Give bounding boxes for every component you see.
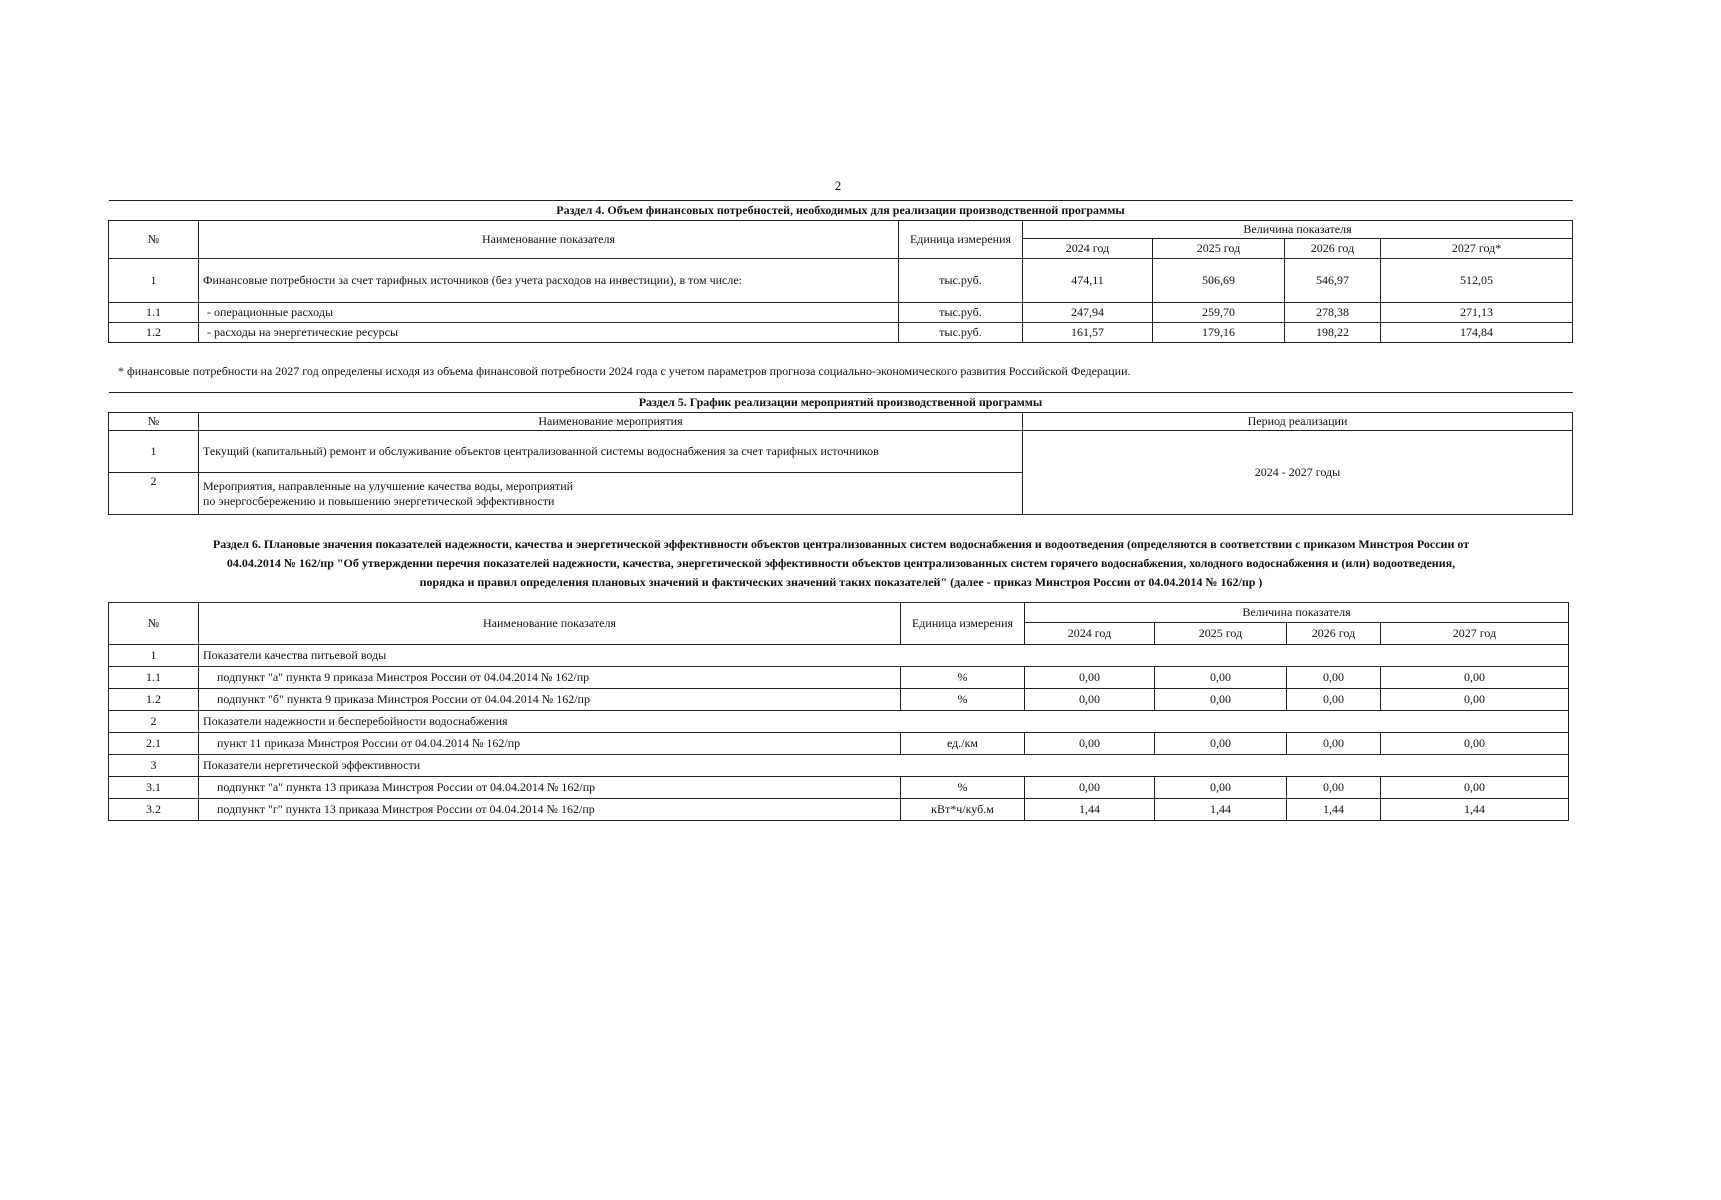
row-name: - расходы на энергетические ресурсы [199,323,899,343]
row-value: 0,00 [1155,777,1287,799]
row-value: 474,11 [1023,259,1153,303]
section5-table [108,392,1573,515]
row-num: 1.2 [109,689,199,711]
row-value: 546,97 [1285,259,1381,303]
row-name-line: по энергосбережению и повышению энергетической эффективности [203,493,555,508]
table-row [109,799,1569,821]
row-name [199,473,1023,515]
row-value: 278,38 [1285,303,1381,323]
header-num: № [109,221,199,259]
header-unit: Единица измерения [899,221,1023,259]
row-num: 2 [109,711,199,733]
section6-table [108,602,1569,821]
header-period: Период реализации [1023,413,1573,431]
row-name-line: Мероприятия, направленные на улучшение качества воды, мероприятий [203,478,574,493]
table-row [109,323,1573,343]
row-value: 1,44 [1155,799,1287,821]
row-num: 3.2 [109,799,199,821]
section6-block [108,602,1568,821]
header-year: 2027 год [1381,623,1569,645]
row-unit: % [901,777,1025,799]
row-value: 0,00 [1155,689,1287,711]
table-row [109,711,1569,733]
group-name: Показатели нергетической эффективности [199,755,1569,777]
row-value: 1,44 [1025,799,1155,821]
section6-title [110,535,1572,592]
header-name: Наименование мероприятия [199,413,1023,431]
row-unit: ед./км [901,733,1025,755]
group-name: Показатели надежности и бесперебойности водоснабжения [199,711,1569,733]
table-row [109,259,1573,303]
row-num: 1 [109,259,199,303]
table-row [109,431,1573,473]
table-row [109,303,1573,323]
header-year: 2024 год [1025,623,1155,645]
header-value-group: Величина показателя [1023,221,1573,239]
section4-block [108,200,1572,343]
row-name: подпункт "а" пункта 9 приказа Минстроя России от 04.04.2014 № 162/пр [199,667,901,689]
table-row [109,777,1569,799]
header-unit: Единица измерения [901,603,1025,645]
table-row [109,645,1569,667]
header-year: 2026 год [1287,623,1381,645]
row-value: 0,00 [1025,733,1155,755]
header-name: Наименование показателя [199,603,901,645]
section4-table [108,200,1573,343]
section5-block [108,392,1572,515]
row-value: 161,57 [1023,323,1153,343]
row-num: 3 [109,755,199,777]
group-name: Показатели качества питьевой воды [199,645,1569,667]
row-value: 259,70 [1153,303,1285,323]
row-value: 271,13 [1381,303,1573,323]
row-value: 506,69 [1153,259,1285,303]
section5-title: Раздел 5. График реализации мероприятий производственной программы [109,393,1573,413]
row-value: 0,00 [1287,733,1381,755]
row-unit: % [901,689,1025,711]
header-year: 2026 год [1285,239,1381,259]
row-num: 1 [109,645,199,667]
period-value: 2024 - 2027 годы [1023,431,1573,515]
row-value: 1,44 [1381,799,1569,821]
row-num: 3.1 [109,777,199,799]
row-name: подпункт "а" пункта 13 приказа Минстроя России от 04.04.2014 № 162/пр [199,777,901,799]
section4-title: Раздел 4. Объем финансовых потребностей, необходимых для реализации производственной программы [109,201,1573,221]
table-row [109,733,1569,755]
header-name: Наименование показателя [199,221,899,259]
section6-title-line: порядка и правил определения плановых значений и фактических значений таких показателей" (далее - приказ Минстроя России от 04.04.2014 № 162/пр ) [419,575,1263,589]
row-value: 0,00 [1025,689,1155,711]
row-num: 2 [109,473,199,515]
row-value: 247,94 [1023,303,1153,323]
row-name: подпункт "г" пункта 13 приказа Минстроя России от 04.04.2014 № 162/пр [199,799,901,821]
row-value: 0,00 [1155,667,1287,689]
row-num: 1.1 [109,667,199,689]
row-num: 2.1 [109,733,199,755]
row-value: 0,00 [1287,667,1381,689]
page-number: 2 [834,178,842,193]
table-row [109,689,1569,711]
header-num: № [109,603,199,645]
row-name: Финансовые потребности за счет тарифных источников (без учета расходов на инвестиции), в том числе: [199,259,899,303]
row-num: 1.1 [109,303,199,323]
row-num: 1.2 [109,323,199,343]
row-name: Текущий (капитальный) ремонт и обслуживание объектов централизованной системы водоснабжения за счет тарифных источников [199,431,1023,473]
row-value: 198,22 [1285,323,1381,343]
table-row [109,667,1569,689]
row-num: 1 [109,431,199,473]
row-value: 0,00 [1025,667,1155,689]
section4-footnote: * финансовые потребности на 2027 год определены исходя из объема финансовой потребности 2024 года с учетом параметров прогноза социально-экономического развития Российской Федерации. [118,364,1131,378]
row-value: 0,00 [1381,689,1569,711]
header-value-group: Величина показателя [1025,603,1569,623]
row-unit: тыс.руб. [899,303,1023,323]
row-value: 179,16 [1153,323,1285,343]
row-value: 512,05 [1381,259,1573,303]
row-value: 0,00 [1287,777,1381,799]
table-row [109,755,1569,777]
header-num: № [109,413,199,431]
header-year: 2024 год [1023,239,1153,259]
row-name: - операционные расходы [199,303,899,323]
row-unit: кВт*ч/куб.м [901,799,1025,821]
row-name: пункт 11 приказа Минстроя России от 04.04.2014 № 162/пр [199,733,901,755]
row-value: 0,00 [1381,777,1569,799]
row-name: подпункт "б" пункта 9 приказа Минстроя России от 04.04.2014 № 162/пр [199,689,901,711]
row-value: 0,00 [1287,689,1381,711]
row-unit: % [901,667,1025,689]
header-year: 2025 год [1153,239,1285,259]
row-value: 174,84 [1381,323,1573,343]
row-value: 0,00 [1381,733,1569,755]
header-year: 2027 год* [1381,239,1573,259]
header-year: 2025 год [1155,623,1287,645]
section6-title-line: 04.04.2014 № 162/пр "Об утверждении перечня показателей надежности, качества, энергетической эффективности объектов централизованных систем горячего водоснабжения, холодного водоснабжения и (или) водоотведения, [226,556,1456,570]
row-unit: тыс.руб. [899,259,1023,303]
row-value: 0,00 [1025,777,1155,799]
row-unit: тыс.руб. [899,323,1023,343]
row-value: 0,00 [1155,733,1287,755]
section6-title-line: Раздел 6. Плановые значения показателей надежности, качества и энергетической эффективности объектов централизованных систем водоснабжения и водоотведения (определяются в соответствии с приказом Минстроя России от [212,537,1470,551]
row-value: 1,44 [1287,799,1381,821]
row-value: 0,00 [1381,667,1569,689]
